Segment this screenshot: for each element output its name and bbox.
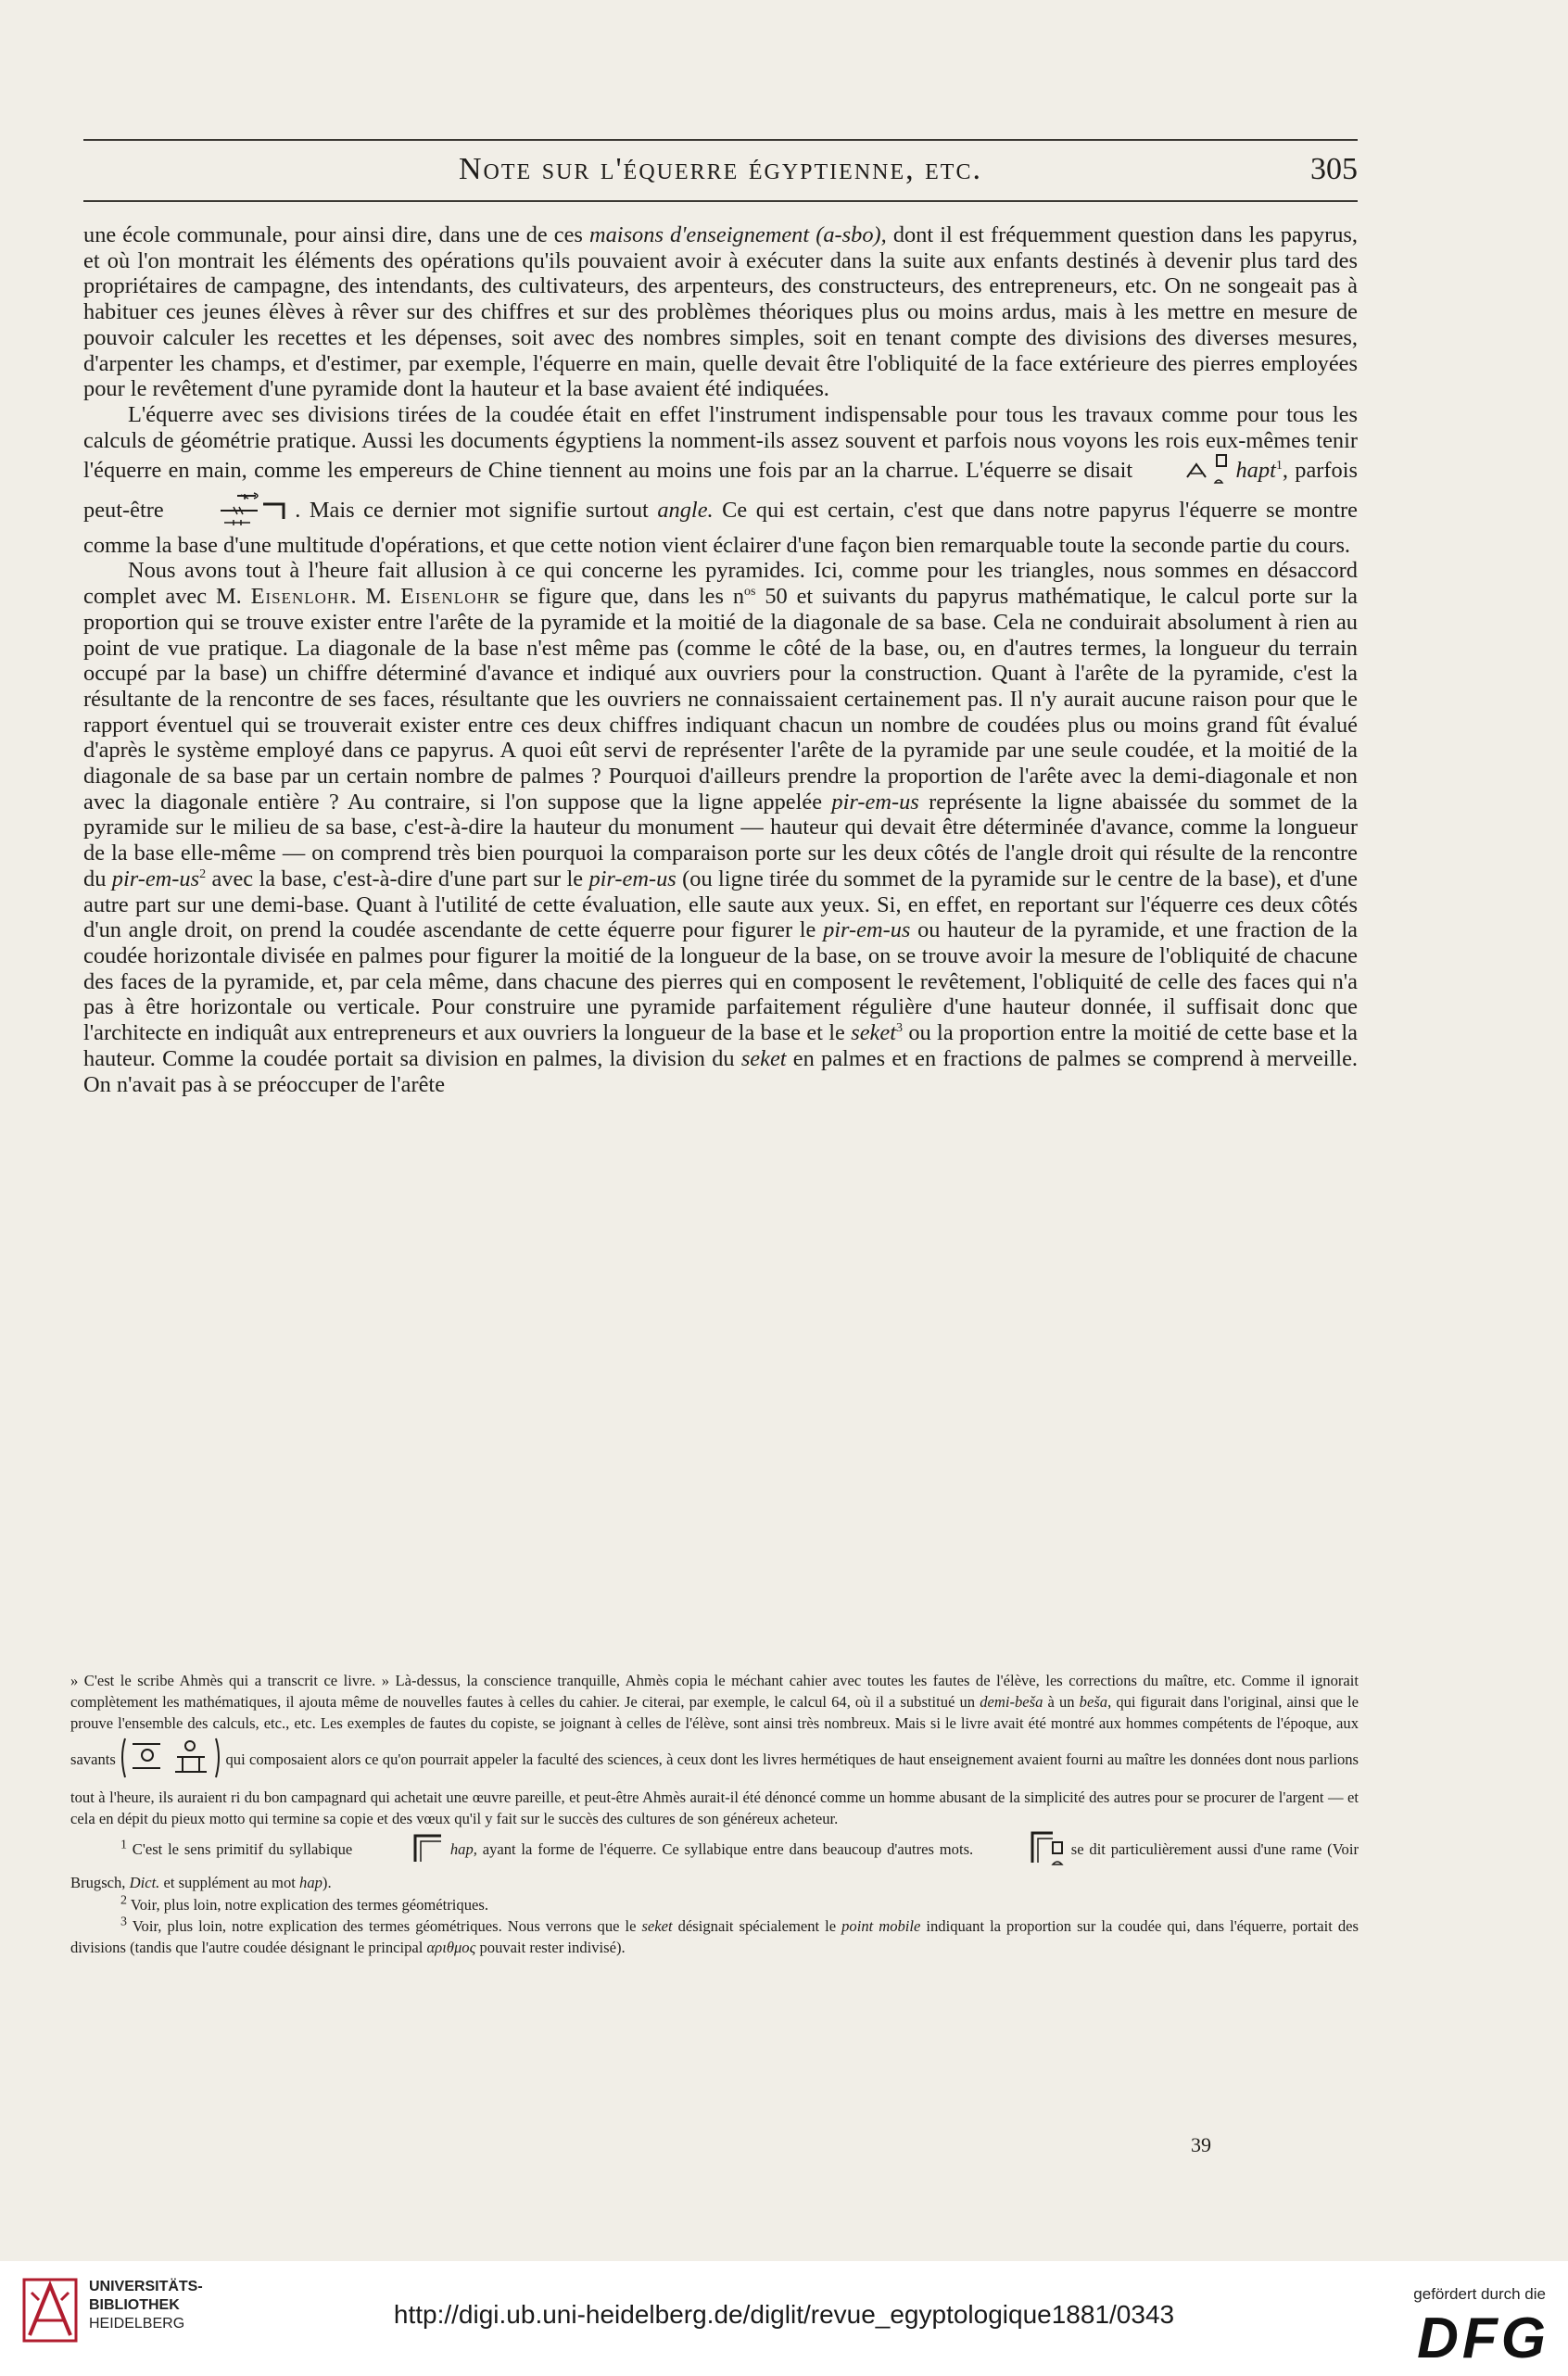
footnote-continuation: » C'est le scribe Ahmès qui a transcrit ce livre. » Là-dessus, la conscience tranquille, Ahmès copia le méchant cahier avec toutes les fautes de l'élève, les corrections du maître, etc. Comme il ignorait complètement les mathématiques, il ajouta même de nouvelles fautes à celles du cahier. Je citerai, par exemple, le calcul 64, où il a substitué un demi-beša à un beša, qui figurait dans l'original, ainsi que le prouve l'ensemble des calculs, etc., etc. Les exemples de fautes du copiste, se joignant à celles de l'élève, sont ainsi très nombreux. Mais si le livre avait été montré aux hommes compétents de l'époque, aux savants qui composaient alors ce qu'on pourrait appeler la faculté des sciences, à ceux dont les livres hermétiques de haut enseignement avaient fourni au maître les données dont nous parlions tout à l'heure, ils auraient ri du bon campagnard qui achetait une œuvre pareille, et peut-être Ahmès aurait-il été dénoncé comme un homme abusant de la simplicité des autres pour se procurer de l'argent — et cela en dépit du pieux motto qui termine sa copie et des vœux qu'il y fait sur le succès des cultures de son généreux acheteur. [70, 1672, 1359, 1828]
paragraph-3: Nous avons tout à l'heure fait allusion à ce qui concerne les pyramides. Ici, comme pour les triangles, nous sommes en désaccord complet avec M. Eisenlohr. M. Eisenlohr se figure que, dans les $n^{os}$ 50 et suivants du papyrus mathématique, le calcul porte sur la proportion qui se trouve exister entre l'arête de la pyramide et la moitié de la diagonale de sa base. Cela ne conduirait absolument à rien au point de vue pratique. La diagonale de la base n'est même pas (comme le côté de la base, ou, en d'autres termes, la longueur du terrain occupé par la base) un chiffre déterminé d'avance et indiqué aux ouvriers pour la construction. Quant à l'arête de la pyramide, c'est la résultante de la rencontre de ses faces, résultante que les ouvriers ne connaissaient certainement pas. Il n'y aurait aucune raison pour que le rapport éventuel qui se trouverait exister entre ces deux chiffres indiquant chacun un nombre de coudées plus ou moins grand fût évalué d'après le système employé dans ce papyrus. A quoi eût servi de représenter l'arête de la pyramide par une seule coudée, et la moitié de la diagonale de sa base par un certain nombre de palmes ? Pourquoi d'ailleurs prendre la proportion de l'arête avec la demi-diagonale et non avec la diagonale entière ? Au contraire, si l'on suppose que la ligne appelée pir-em-us représente la ligne abaissée du sommet de la pyramide sur le milieu de sa base, c'est-à-dire la hauteur du monument — hauteur qui devait être déterminée d'avance, comme la longueur de la base elle-même — on comprend très bien pourquoi la comparaison porte sur les deux côtés de l'angle droit qui résulte de la rencontre du pir-$em-us^2$ avec la base, c'est-à-dire d'une part sur le pir-em-us (ou ligne tirée du sommet de la pyramide sur le centre de la base), et d'une autre part sur une demi-base. Quant à l'utilité de cette évaluation, elle saute aux yeux. Si, en effet, en reportant sur l'équerre ces deux côtés d'un angle droit, on prend la coudée ascendante de cette équerre pour figurer le pir-em-us ou hauteur de la pyramide, et une fraction de la coudée horizontale divisée en palmes pour figurer la moitié de la longueur de la base, on se trouve avoir la mesure de l'obliquité de chacune des faces de la pyramide, et, par cela même, dans chacune des pierres qui en composent le revêtement, l'obliquité de celle des faces qui n'a pas à être horizontale ou verticale. Pour construire une pyramide parfaitement régulière d'une hauteur donnée, il suffisait donc que l'architecte en indiquât aux entrepreneurs et aux ouvriers la longueur de la base et le seket$^3$ ou la proportion entre la moitié de cette base et la hauteur. Comme la coudée portait sa division en palmes, la division du seket en palmes et en fractions de palmes se comprend à merveille. On n'avait pas à se préoccuper de l'arête [83, 558, 1359, 1097]
hieroglyph-hap-oar-icon [979, 1829, 1066, 1872]
footnote-3: $^3$ Voir, plus loin, notre explication des termes géométriques. Nous verrons que le seket désignait spécialement le point mobile indiquant la proportion sur la coudée qui, dans l'équerre, portait des divisions (tandis que l'autre coudée désignant le principal αριθμος pouvait rester indivisé). [70, 1915, 1359, 1957]
body-text [83, 222, 1358, 1097]
paragraph-1: une école communale, pour ainsi dire, dans une de ces maisons d'enseignement (a-sbo), dont il est fréquemment question dans les papyrus, et où l'on montrait les éléments des opérations qu'ils pouvaient avoir à exécuter dans la suite aux enfants destinés à devenir plus tard des propriétaires de campagne, des intendants, des cultivateurs, des arpenteurs, des constructeurs, des entrepreneurs, etc. On ne songeait pas à habituer ces jeunes élèves à rêver sur des chiffres et sur des problèmes théoriques plus ou moins ardus, mais à les mettre en mesure de pouvoir calculer les recettes et les dépenses, soit avec des nombres simples, soit en tenant compte des divisions des diverses mesures, d'arpenter les champs, et d'estimer, par exemple, l'équerre en main, quelle devait être l'obliquité de la face extérieure des pierres employées pour le revêtement d'une pyramide dont la hauteur et la base avaient été indiquées. [83, 222, 1359, 402]
footnotes [70, 1670, 1359, 1958]
hieroglyph-cartouche-icon [120, 1735, 221, 1787]
hieroglyph-angle-icon [172, 491, 295, 533]
permalink-url[interactable]: http://digi.ub.uni-heidelberg.de/diglit/revue_egyptologique1881/0343 [393, 2300, 1175, 2329]
running-title: Note sur l'équerre égyptienne, etc. [459, 152, 982, 186]
footnote-1: $^1$ C'est le sens primitif du syllabique hap, ayant la forme de l'équerre. Ce syllabique entre dans beaucoup d'autres mots. se dit particulièrement aussi d'une rame (Voir Brugsch, Dict. et supplément au mot hap). [70, 1829, 1359, 1893]
page-number: 305 [1310, 152, 1358, 186]
footnote-2: $^2$ Voir, plus loin, notre explication des termes géométriques. [120, 1893, 488, 1914]
header-rule-bottom [83, 200, 1358, 202]
running-head [83, 148, 1358, 195]
hieroglyph-set-square-icon [358, 1832, 445, 1869]
sponsor-text: gefördert durch die [1413, 2285, 1546, 2303]
sheet-number: 39 [1191, 2133, 1211, 2156]
dfg-logo: DFG [1417, 2306, 1549, 2370]
library-name: UNIVERSITÄTS- BIBLIOTHEK HEIDELBERG [89, 2279, 203, 2332]
hieroglyph-hapt-icon [1139, 453, 1235, 491]
header-rule-top [83, 139, 1358, 141]
paragraph-2: L'équerre avec ses divisions tirées de la coudée était en effet l'instrument indispensable pour tous les travaux comme pour tous les calculs de géométrie pratique. Aussi les documents égyptiens la nomment-ils assez souvent et parfois nous voyons les rois eux-mêmes tenir l'équerre en main, comme les empereurs de Chine tiennent au moins une fois par an la charrue. L'équerre se disait hapt$^1$, parfois peut-être . Mais ce dernier mot signifie surtout angle. Ce qui est certain, c'est que dans notre papyrus l'équerre se montre comme la base d'une multitude d'opérations, et que cette notion vient éclairer d'une façon bien remarquable toute la seconde partie du cours. [83, 401, 1359, 558]
footer-bar [0, 2261, 1568, 2376]
